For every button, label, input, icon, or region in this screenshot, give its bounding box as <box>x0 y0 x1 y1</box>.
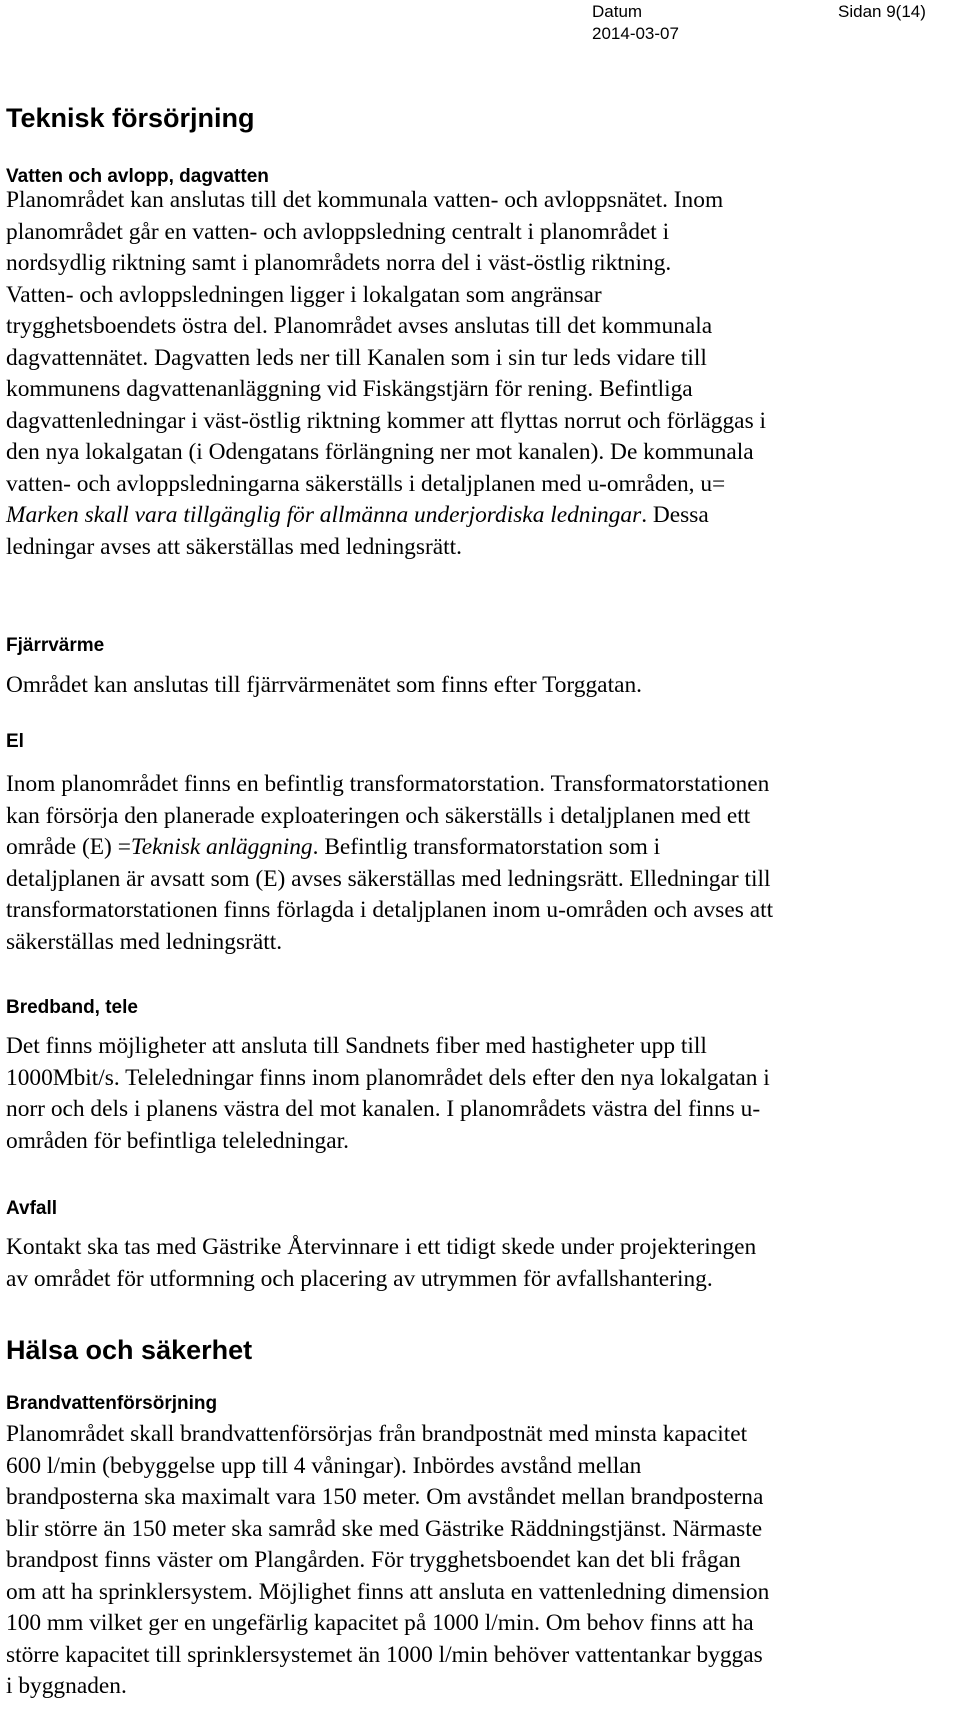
text-line: planområdet går en vatten- och avloppsledning centralt i planområdet i <box>6 218 670 245</box>
text-line: ledningar avses att säkerställas med ledningsrätt. <box>6 533 462 560</box>
header-page-number: Sidan 9(14) <box>838 2 926 21</box>
paragraph-brandvatten <box>6 1419 952 1703</box>
text-line: dagvattennätet. Dagvatten leds ner till Kanalen som i sin tur leds vidare till <box>6 344 707 371</box>
header-date-label: Datum <box>592 2 643 21</box>
header-date-value: 2014-03-07 <box>592 24 679 43</box>
section-title-teknisk: Teknisk försörjning <box>6 103 255 133</box>
text-line: detaljplanen är avsatt som (E) avses säkerställas med ledningsrätt. Elledningar till <box>6 865 771 892</box>
text-line: brandpost finns väster om Plangården. För trygghetsboendet kan det bli frågan <box>6 1547 741 1573</box>
text-line: Inom planområdet finns en befintlig transformatorstation. Transformatorstationen <box>6 771 770 797</box>
text-line: kan försörja den planerade exploateringen och säkerställs i detaljplanen med ett <box>6 802 751 829</box>
text-line: kommunens dagvattenanläggning vid Fiskängstjärn för rening. Befintliga <box>6 376 693 402</box>
text-line: säkerställas med ledningsrätt. <box>6 928 283 955</box>
text-line: Vatten- och avloppsledningen ligger i lokalgatan som angränsar <box>6 281 602 308</box>
italic-text: Teknisk anläggning <box>130 834 313 860</box>
text-line: trygghetsboendets östra del. Planområdet avses anslutas till det kommunala <box>6 313 713 339</box>
text-line: av området för utformning och placering av utrymmen för avfallshantering. <box>6 1265 713 1292</box>
heading-fjarrvarme: Fjärrvärme <box>6 635 105 656</box>
text-line: Området kan anslutas till fjärrvärmenätet som finns efter Torggatan. <box>6 672 642 698</box>
text-line: nordsydlig riktning samt i planområdets norra del i väst-östlig riktning. <box>6 250 672 276</box>
section-title-halsa: Hälsa och säkerhet <box>6 1335 253 1365</box>
text-fragment: . Befintlig transformatorstation som i <box>312 834 661 860</box>
paragraph-el <box>6 769 952 958</box>
text-line: 600 l/min (bebyggelse upp till 4 våningar). Inbördes avstånd mellan <box>6 1452 642 1479</box>
text-line: områden för befintliga teleledningar. <box>6 1127 349 1154</box>
text-fragment: område (E) = <box>6 834 131 860</box>
text-line: dagvattenledningar i väst-östlig riktning kommer att flyttas norrut och förläggas i <box>6 407 767 434</box>
paragraph-vatten <box>6 185 952 563</box>
text-line: Det finns möjligheter att ansluta till Sandnets fiber med hastigheter upp till <box>6 1033 707 1059</box>
text-line: om att ha sprinklersystem. Möjlighet finns att ansluta en vattenledning dimension <box>6 1578 770 1605</box>
text-line: transformatorstationen finns förlagda i detaljplanen inom u-områden och avses att <box>6 897 774 923</box>
text-line: Planområdet kan anslutas till det kommunala vatten- och avloppsnätet. Inom <box>6 187 724 213</box>
text-line: norr och dels i planens västra del mot kanalen. I planområdets västra del finns u- <box>6 1096 761 1122</box>
heading-bredband: Bredband, tele <box>6 997 138 1018</box>
heading-vatten: Vatten och avlopp, dagvatten <box>6 166 269 187</box>
italic-text: Marken skall vara tillgänglig för allmänna underjordiska ledningar <box>6 502 642 528</box>
paragraph-avfall <box>6 1232 952 1295</box>
text-line: brandposterna ska maximalt vara 150 meter. Om avståndet mellan brandposterna <box>6 1484 764 1510</box>
paragraph-fjarrvarme <box>6 670 952 702</box>
text-line: i byggnaden. <box>6 1673 127 1699</box>
paragraph-bredband <box>6 1031 952 1157</box>
text-line: 1000Mbit/s. Teleledningar finns inom planområdet dels efter den nya lokalgatan i <box>6 1064 770 1091</box>
text-line: Kontakt ska tas med Gästrike Återvinnare i ett tidigt skede under projekteringen <box>6 1234 757 1260</box>
text-line: 100 mm vilket ger en ungefärlig kapacitet på 1000 l/min. Om behov finns att ha <box>6 1610 754 1636</box>
text-line: blir större än 150 meter ska samråd ske med Gästrike Räddningstjänst. Närmaste <box>6 1515 763 1542</box>
text-line: större kapacitet till sprinklersystemet än 1000 l/min behöver vattentankar byggas <box>6 1641 763 1668</box>
text-line: vatten- och avloppsledningarna säkerställs i detaljplanen med u-områden, u= <box>6 470 726 497</box>
heading-avfall: Avfall <box>6 1198 58 1219</box>
text-line <box>6 500 952 532</box>
text-line: Planområdet skall brandvattenförsörjas från brandpostnät med minsta kapacitet <box>6 1421 748 1447</box>
text-line: den nya lokalgatan (i Odengatans förlängning ner mot kanalen). De kommunala <box>6 439 754 465</box>
text-line <box>6 832 952 864</box>
heading-brandvatten: Brandvattenförsörjning <box>6 1393 218 1414</box>
heading-el: El <box>6 731 24 752</box>
text-fragment: . Dessa <box>641 502 709 528</box>
